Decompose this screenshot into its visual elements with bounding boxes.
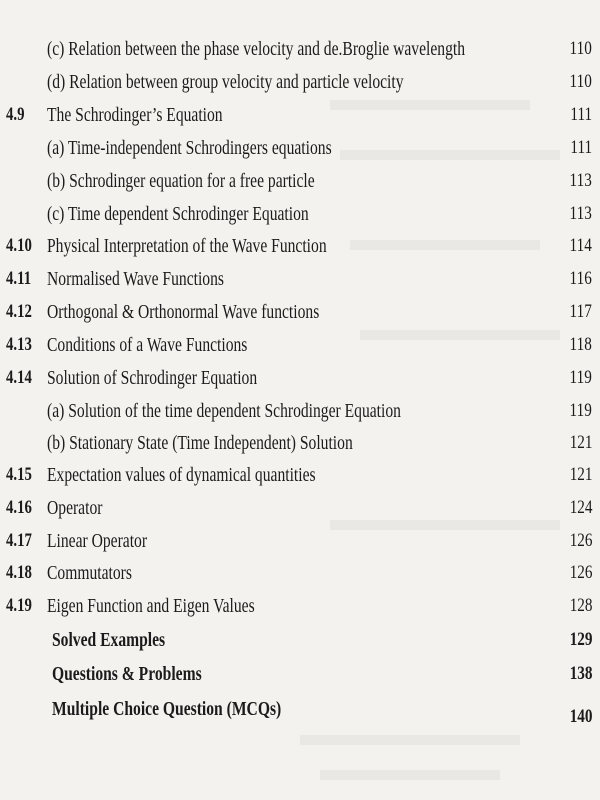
page-number: 119 bbox=[569, 400, 592, 421]
section-title: (c) Relation between the phase velocity and de.Broglie wavelength bbox=[47, 38, 466, 60]
page-number: 121 bbox=[569, 464, 592, 485]
toc-entry bbox=[0, 38, 600, 68]
section-title: Linear Operator bbox=[47, 530, 148, 552]
toc-entry bbox=[0, 663, 600, 693]
page-number: 119 bbox=[569, 367, 592, 388]
page-number: 110 bbox=[569, 38, 592, 59]
page-number: 113 bbox=[569, 170, 592, 191]
toc-entry bbox=[0, 497, 600, 527]
toc-entry bbox=[0, 464, 600, 494]
toc-entry bbox=[0, 137, 600, 167]
page-number: 118 bbox=[569, 334, 592, 355]
section-title: Normalised Wave Functions bbox=[47, 268, 224, 290]
section-title: Solved Examples bbox=[52, 629, 166, 651]
toc-entry bbox=[0, 301, 600, 331]
toc-entry bbox=[0, 334, 600, 364]
toc-entry bbox=[0, 104, 600, 134]
page-number: 128 bbox=[569, 595, 592, 616]
page-number: 126 bbox=[569, 530, 592, 551]
page-number: 124 bbox=[569, 497, 592, 518]
page-number: 140 bbox=[569, 706, 592, 727]
toc-entry bbox=[0, 367, 600, 397]
section-title: (b) Stationary State (Time Independent) Solution bbox=[47, 432, 353, 454]
section-title: (d) Relation between group velocity and particle velocity bbox=[47, 71, 404, 93]
toc-entry bbox=[0, 595, 600, 625]
section-title: Solution of Schrodinger Equation bbox=[47, 367, 258, 389]
section-number: 4.18 bbox=[6, 562, 32, 583]
section-title: Operator bbox=[47, 497, 103, 519]
toc-entry bbox=[0, 698, 600, 728]
section-title: Multiple Choice Question (MCQs) bbox=[52, 698, 282, 720]
page-number: 111 bbox=[570, 137, 592, 158]
toc-entry bbox=[0, 400, 600, 430]
toc-entry bbox=[0, 432, 600, 462]
page-number: 111 bbox=[570, 104, 592, 125]
section-number: 4.17 bbox=[6, 530, 32, 551]
toc-entry bbox=[0, 629, 600, 659]
toc-entry bbox=[0, 562, 600, 592]
section-number: 4.16 bbox=[6, 497, 32, 518]
section-title: (b) Schrodinger equation for a free particle bbox=[47, 170, 315, 192]
section-title: Questions & Problems bbox=[52, 663, 202, 685]
toc-entry bbox=[0, 268, 600, 298]
section-title: (a) Time-independent Schrodingers equations bbox=[47, 137, 332, 159]
page-number: 138 bbox=[569, 663, 592, 684]
section-number: 4.9 bbox=[6, 104, 25, 125]
section-number: 4.11 bbox=[6, 268, 32, 289]
section-title: Conditions of a Wave Functions bbox=[47, 334, 248, 356]
page-number: 121 bbox=[569, 432, 592, 453]
section-title: The Schrodinger’s Equation bbox=[47, 104, 223, 126]
page-number: 113 bbox=[569, 203, 592, 224]
section-title: Eigen Function and Eigen Values bbox=[47, 595, 255, 617]
section-number: 4.15 bbox=[6, 464, 32, 485]
section-title: Physical Interpretation of the Wave Function bbox=[47, 235, 327, 257]
page-number: 129 bbox=[569, 629, 592, 650]
section-number: 4.14 bbox=[6, 367, 32, 388]
section-number: 4.12 bbox=[6, 301, 32, 322]
section-title: (c) Time dependent Schrodinger Equation bbox=[47, 203, 309, 225]
toc-entry bbox=[0, 203, 600, 233]
page-number: 126 bbox=[569, 562, 592, 583]
toc-entry bbox=[0, 530, 600, 560]
section-title: Expectation values of dynamical quantities bbox=[47, 464, 316, 486]
section-title: Commutators bbox=[47, 562, 132, 584]
toc-entry bbox=[0, 170, 600, 200]
page-number: 110 bbox=[569, 71, 592, 92]
page-number: 116 bbox=[569, 268, 592, 289]
toc-entry bbox=[0, 71, 600, 101]
section-number: 4.10 bbox=[6, 235, 32, 256]
section-number: 4.13 bbox=[6, 334, 32, 355]
toc-entry bbox=[0, 235, 600, 265]
page-number: 117 bbox=[569, 301, 592, 322]
section-title: Orthogonal & Orthonormal Wave functions bbox=[47, 301, 320, 323]
section-number: 4.19 bbox=[6, 595, 32, 616]
section-title: (a) Solution of the time dependent Schrodinger Equation bbox=[47, 400, 401, 422]
page-number: 114 bbox=[569, 235, 592, 256]
